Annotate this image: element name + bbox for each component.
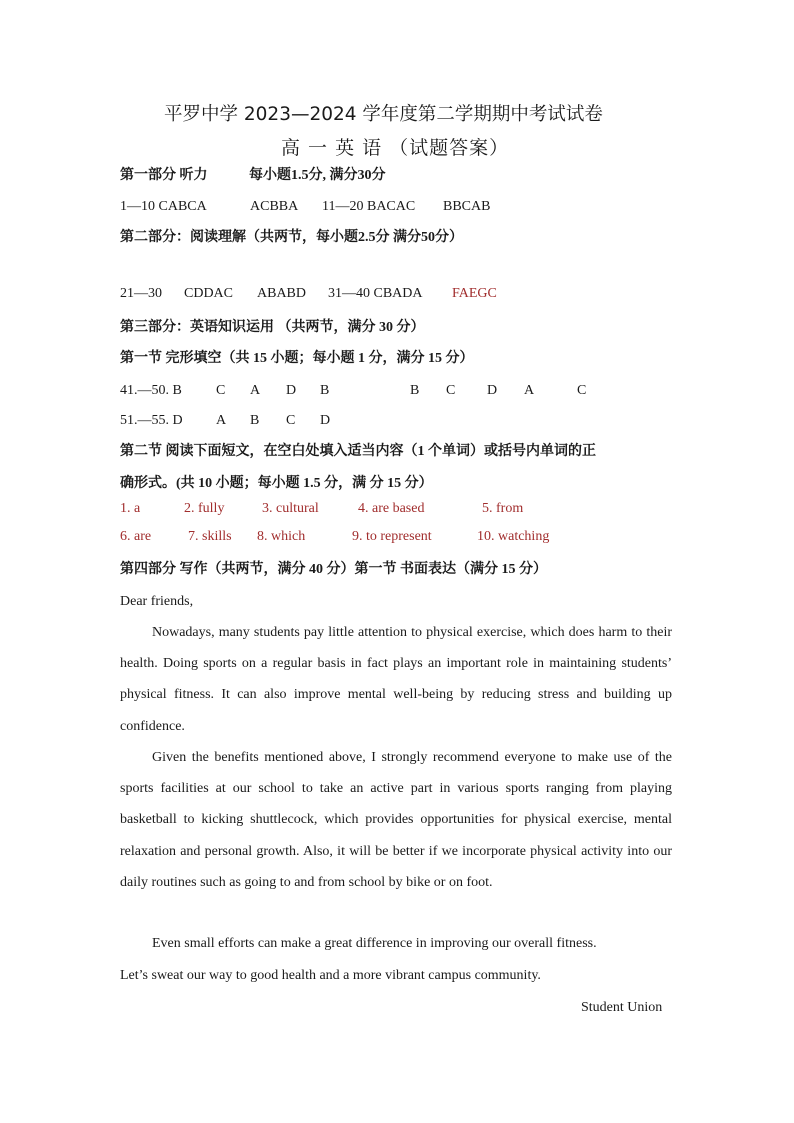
part2-answers-21-25: CDDAC: [184, 286, 234, 301]
part3-section2-heading-line2: 确形式。(共 10 小题；每小题 1.5 分，满 分 15 分）: [120, 476, 433, 491]
grammar-answer: 10. watching: [477, 529, 550, 544]
cloze-answer: A: [250, 383, 261, 398]
part3-section1-heading: 第一节 完形填空（共 15 小题；每小题 1 分，满分 15 分）: [120, 351, 474, 366]
part1-answers-6-10: ACBBA: [250, 199, 299, 214]
cloze-answer: D: [487, 383, 498, 398]
grammar-answer: 9. to represent: [352, 529, 432, 544]
exam-title: 平罗中学 2023—2024 学年度第二学期期中考试试卷: [164, 104, 603, 125]
part1-answers-11-15: 11—20 BACAC: [322, 199, 416, 214]
part2-answers-26-30: ABABD: [257, 286, 307, 301]
cloze-answer: C: [577, 383, 587, 398]
letter-paragraph-3-line1: Even small efforts can make a great difference in improving our overall fitness.: [152, 936, 597, 951]
part3-heading: 第三部分：英语知识运用 （共两节，满分 30 分）: [120, 320, 425, 335]
grammar-answer: 4. are based: [358, 501, 425, 516]
letter-paragraph-1: Nowadays, many students pay little attention to physical exercise, which does harm to their health. Doing sports on a regular basis in fact plays an important role in maintaining students’ physical fitness. It can also improve mental well-being by reducing stress and building up confidence.: [120, 625, 672, 734]
grammar-answer: 8. which: [257, 529, 306, 544]
grammar-answer: 6. are: [120, 529, 152, 544]
letter-greeting: Dear friends,: [120, 594, 194, 609]
part3-section2-heading-line1: 第二节 阅读下面短文，在空白处填入适当内容（1 个单词）或括号内单词的正: [120, 444, 596, 459]
cloze-row1-label: 41.—50. B: [120, 383, 182, 398]
part4-heading: 第四部分 写作（共两节，满分 40 分）第一节 书面表达（满分 15 分）: [120, 562, 547, 577]
cloze-answer: D: [320, 413, 331, 428]
grammar-answer: 3. cultural: [262, 501, 319, 516]
letter-paragraph-2: Given the benefits mentioned above, I strongly recommend everyone to make use of the sports facilities at our school to take an active part in various sports ranging from playing basketball to kicking shuttlecock, which provides opportunities for physical exercise, mental relaxation and personal growth. Also, it will be better if we incorporate physical activity into our daily routines such as going to and from school by bike or on foot.: [120, 750, 672, 890]
part2-heading: 第二部分：阅读理解（共两节，每小题2.5分 满分50分）: [120, 230, 463, 245]
part1-scoring: 每小题1.5分, 满分30分: [249, 168, 386, 183]
part1-heading: 第一部分 听力: [120, 168, 208, 183]
grammar-answer: 5. from: [482, 501, 524, 516]
cloze-answer: C: [216, 383, 226, 398]
grammar-answer: 7. skills: [188, 529, 232, 544]
cloze-answer: A: [524, 383, 535, 398]
cloze-answer: A: [216, 413, 227, 428]
cloze-answer: B: [410, 383, 420, 398]
exam-subtitle: 高 一 英 语 （试题答案）: [281, 137, 510, 159]
part2-answers-36-40: FAEGC: [452, 286, 497, 301]
cloze-answer: D: [286, 383, 297, 398]
cloze-answer: C: [286, 413, 296, 428]
cloze-answer: B: [250, 413, 260, 428]
cloze-answer: C: [446, 383, 456, 398]
grammar-answer: 2. fully: [184, 501, 225, 516]
cloze-row2-label: 51.—55. D: [120, 413, 183, 428]
cloze-answer: B: [320, 383, 330, 398]
letter-signature: Student Union: [581, 1000, 663, 1015]
grammar-answer: 1. a: [120, 501, 141, 516]
part2-answers-31-35: 31—40 CBADA: [328, 286, 423, 301]
part2-range-21-30: 21—30: [120, 286, 162, 301]
letter-paragraph-3-line2: Let’s sweat our way to good health and a more vibrant campus community.: [120, 968, 541, 983]
part1-answers-1-5: 1—10 CABCA: [120, 199, 207, 214]
part1-answers-16-20: BBCAB: [443, 199, 491, 214]
